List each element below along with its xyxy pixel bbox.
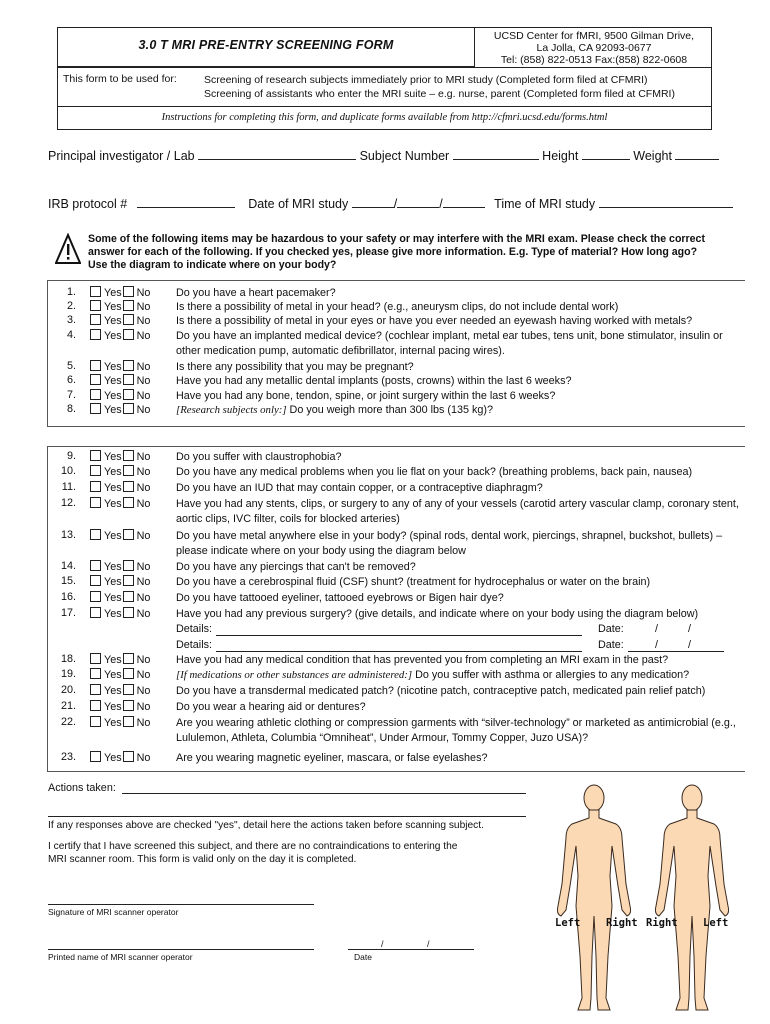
yes-no-group	[90, 668, 150, 681]
yes-label: Yes	[104, 701, 122, 713]
height-label: Height	[542, 149, 579, 163]
question-text	[176, 450, 744, 465]
question-number: 3.	[66, 314, 76, 326]
irb-label: IRB protocol #	[48, 197, 128, 211]
address-line: La Jolla, CA 92093-0677	[536, 42, 652, 54]
no-label: No	[136, 576, 151, 588]
slash: /	[381, 939, 384, 949]
yes-no-group	[90, 374, 150, 387]
question-body: Do you wear a hearing aid or dentures?	[176, 701, 366, 713]
question-number: 2.	[66, 300, 76, 312]
yes-no-group	[90, 700, 150, 713]
no-label: No	[136, 701, 151, 713]
printed-name-field[interactable]	[48, 949, 314, 950]
yes-checkbox[interactable]	[90, 716, 101, 727]
yes-label: Yes	[104, 466, 122, 478]
question-text	[176, 300, 744, 315]
no-label: No	[136, 530, 151, 542]
yes-checkbox[interactable]	[90, 481, 101, 492]
question-body: Have you had any bone, tendon, spine, or joint surgery within the last 6 weeks?	[176, 390, 556, 402]
yes-no-group	[90, 560, 150, 573]
question-body: Are you wearing magnetic eyeliner, mascara, or false eyelashes?	[176, 752, 488, 764]
diagram-label-left: Left	[703, 917, 729, 929]
question-text	[176, 529, 744, 559]
no-label: No	[136, 717, 151, 729]
no-checkbox[interactable]	[123, 751, 134, 762]
no-checkbox[interactable]	[123, 716, 134, 727]
yes-no-group	[90, 329, 150, 342]
no-label: No	[136, 330, 151, 342]
question-text	[176, 465, 744, 480]
slash: /	[439, 197, 443, 211]
question-number: 6.	[66, 374, 76, 386]
question-text	[176, 403, 744, 418]
date-study-label: Date of MRI study	[248, 197, 349, 211]
no-label: No	[136, 669, 151, 681]
no-checkbox[interactable]	[123, 560, 134, 571]
yes-checkbox[interactable]	[90, 360, 101, 371]
yes-no-group	[90, 389, 150, 402]
question-text	[176, 329, 744, 359]
subject-number-label: Subject Number	[359, 149, 450, 163]
details-field[interactable]	[216, 651, 582, 652]
question-text	[176, 607, 744, 622]
diagram-label-left: Left	[555, 917, 581, 929]
yes-no-group	[90, 450, 150, 463]
no-checkbox[interactable]	[123, 653, 134, 664]
yes-no-group	[90, 314, 150, 327]
question-body: Do you have an implanted medical device? (cochlear implant, metal ear tubes, tens unit, bone stimulator, insulin or other medication pump, automatic defibrillator, internal pacing wires).	[176, 330, 723, 357]
weight-label: Weight	[633, 149, 672, 163]
printed-name-label: Printed name of MRI scanner operator	[48, 952, 193, 962]
pi-lab-field[interactable]	[198, 149, 356, 160]
yes-label: Yes	[104, 330, 122, 342]
yes-label: Yes	[104, 315, 122, 327]
use-line: Screening of research subjects immediately prior to MRI study (Completed form filed at CFMRI)	[204, 74, 648, 86]
yes-no-group	[90, 286, 150, 299]
question-body: Is there a possibility of metal in your head? (e.g., aneurysm clips, do not include dental work)	[176, 301, 619, 313]
body-diagram[interactable]	[548, 770, 744, 1018]
question-text	[176, 668, 744, 683]
question-number: 4.	[66, 329, 76, 341]
yes-label: Yes	[104, 451, 122, 463]
question-text	[176, 497, 744, 527]
question-text	[176, 360, 744, 375]
yes-checkbox[interactable]	[90, 653, 101, 664]
no-label: No	[136, 361, 151, 373]
yes-checkbox[interactable]	[90, 314, 101, 325]
yes-label: Yes	[104, 375, 122, 387]
yes-no-group	[90, 653, 150, 666]
yes-checkbox[interactable]	[90, 575, 101, 586]
signature-field[interactable]	[48, 904, 314, 905]
question-text	[176, 575, 744, 590]
question-text	[176, 374, 744, 389]
yes-no-group	[90, 607, 150, 620]
yes-checkbox[interactable]	[90, 607, 101, 618]
instructions: Instructions for completing this form, and duplicate forms available from http://cfmri.ucsd.edu/forms.html	[161, 112, 608, 123]
time-study-field[interactable]	[599, 197, 733, 208]
question-number: 19.	[60, 668, 76, 680]
question-number: 16.	[60, 591, 76, 603]
warning-text: Some of the following items may be hazardous to your safety or may interfere with the MRI exam. Please check the correct answer for each of the following. If you checked yes, please give more information. E.g. Type of material? How long ago? Use the diagram to indicate where on your body?	[88, 233, 705, 271]
no-checkbox[interactable]	[123, 374, 134, 385]
question-qualifier: [If medications or other substances are administered:]	[176, 669, 413, 681]
date-label: Date:	[598, 639, 624, 651]
date-study-month[interactable]	[352, 197, 394, 208]
yes-checkbox[interactable]	[90, 684, 101, 695]
no-label: No	[136, 404, 151, 416]
diagram-label-right: Right	[646, 917, 678, 929]
yes-no-group	[90, 360, 150, 373]
question-body: Are you wearing athletic clothing or compression garments with “silver-technology” or marketed as antimicrobial (e.g., Lululemon, Athleta, Columbia “Omniheat”, Under Armour, Tommy Copper, Juzo USA)?	[176, 717, 736, 744]
question-body: Do you have a transdermal medicated patch? (nicotine patch, contraceptive patch, medicated pain relief patch)	[176, 685, 706, 697]
no-label: No	[136, 752, 151, 764]
yes-no-group	[90, 591, 150, 604]
slash: /	[655, 623, 658, 635]
irb-field[interactable]	[137, 197, 235, 208]
yes-checkbox[interactable]	[90, 668, 101, 679]
yes-checkbox[interactable]	[90, 300, 101, 311]
question-body: Is there a possibility of metal in your eyes or have you ever needed an eyewash having worked with metals?	[176, 315, 693, 327]
no-checkbox[interactable]	[123, 529, 134, 540]
actions-taken-label: Actions taken:	[48, 782, 116, 794]
no-checkbox[interactable]	[123, 465, 134, 476]
question-number: 12.	[60, 497, 76, 509]
no-label: No	[136, 482, 151, 494]
question-number: 11.	[61, 481, 76, 493]
no-checkbox[interactable]	[123, 300, 134, 311]
question-body: Do you have any medical problems when you lie flat on your back? (breathing problems, back pain, nausea)	[176, 466, 693, 478]
signature-label: Signature of MRI scanner operator	[48, 907, 179, 917]
yes-checkbox[interactable]	[90, 374, 101, 385]
no-checkbox[interactable]	[123, 329, 134, 340]
question-body: Have you had any stents, clips, or surgery to any of any of your vessels (carotid artery vascular clamp, coronary stent, aortic clips, IVC filter, coils for blocked arteries)	[176, 498, 739, 525]
use-label: This form to be used for:	[63, 73, 177, 85]
date-label: Date:	[598, 623, 624, 635]
question-number: 14.	[60, 560, 76, 572]
info-row-2	[48, 197, 733, 211]
slash: /	[393, 197, 398, 211]
yes-label: Yes	[104, 498, 122, 510]
question-number: 17.	[60, 607, 76, 619]
yes-checkbox[interactable]	[90, 465, 101, 476]
no-checkbox[interactable]	[123, 286, 134, 297]
no-checkbox[interactable]	[123, 668, 134, 679]
yes-checkbox[interactable]	[90, 751, 101, 762]
question-text	[176, 389, 744, 404]
no-checkbox[interactable]	[123, 360, 134, 371]
question-body: Do you suffer with asthma or allergies to any medication?	[412, 669, 690, 681]
no-checkbox[interactable]	[123, 700, 134, 711]
yes-checkbox[interactable]	[90, 591, 101, 602]
question-body: Have you had any medical condition that has prevented you from completing an MRI exam in the past?	[176, 654, 669, 666]
actions-note: If any responses above are checked "yes", detail here the actions taken before scanning subject.	[48, 820, 484, 831]
yes-no-group	[90, 716, 150, 729]
question-body: Do you have tattooed eyeliner, tattooed eyebrows or Bigen hair dye?	[176, 592, 504, 604]
weight-field[interactable]	[675, 149, 719, 160]
time-study-label: Time of MRI study	[494, 197, 596, 211]
yes-label: Yes	[104, 669, 122, 681]
yes-no-group	[90, 575, 150, 588]
no-checkbox[interactable]	[123, 450, 134, 461]
yes-label: Yes	[104, 608, 122, 620]
no-label: No	[136, 608, 151, 620]
details-date-field[interactable]	[628, 651, 724, 652]
yes-label: Yes	[104, 592, 122, 604]
date-study-year[interactable]	[443, 197, 485, 208]
yes-checkbox[interactable]	[90, 529, 101, 540]
diagram-label-right: Right	[606, 917, 638, 929]
height-field[interactable]	[582, 149, 630, 160]
question-number: 20.	[60, 684, 76, 696]
yes-checkbox[interactable]	[90, 450, 101, 461]
question-text	[176, 286, 744, 301]
no-checkbox[interactable]	[123, 684, 134, 695]
no-checkbox[interactable]	[123, 575, 134, 586]
no-label: No	[136, 451, 151, 463]
actions-taken-field-2[interactable]	[48, 816, 526, 817]
yes-label: Yes	[104, 361, 122, 373]
question-qualifier: [Research subjects only:]	[176, 404, 287, 416]
yes-no-group	[90, 684, 150, 697]
no-label: No	[136, 592, 151, 604]
use-line: Screening of assistants who enter the MRI suite – e.g. nurse, parent (Completed form filed at CFMRI)	[204, 88, 675, 100]
question-number: 10.	[60, 465, 76, 477]
operator-date-field[interactable]	[348, 949, 474, 950]
question-number: 21.	[60, 700, 76, 712]
question-body: Have you had any metallic dental implants (posts, crowns) within the last 6 weeks?	[176, 375, 572, 387]
yes-label: Yes	[104, 561, 122, 573]
yes-label: Yes	[104, 390, 122, 402]
no-checkbox[interactable]	[123, 481, 134, 492]
no-label: No	[136, 390, 151, 402]
no-label: No	[136, 498, 151, 510]
question-number: 22.	[60, 716, 76, 728]
question-body: Do you suffer with claustrophobia?	[176, 451, 342, 463]
yes-no-group	[90, 529, 150, 542]
question-body: Have you had any previous surgery? (give details, and indicate where on your body using the diagram below)	[176, 608, 699, 620]
no-label: No	[136, 375, 151, 387]
yes-checkbox[interactable]	[90, 497, 101, 508]
question-text	[176, 314, 744, 329]
question-number: 9.	[66, 450, 76, 462]
question-body: Do you have any piercings that can't be removed?	[176, 561, 416, 573]
address-line: UCSD Center for fMRI, 9500 Gilman Drive,	[493, 30, 695, 42]
no-label: No	[136, 654, 151, 666]
no-label: No	[136, 287, 151, 299]
yes-checkbox[interactable]	[90, 389, 101, 400]
question-number: 23.	[60, 751, 76, 763]
yes-label: Yes	[104, 752, 122, 764]
question-number: 18.	[60, 653, 76, 665]
date-study-day[interactable]	[397, 197, 439, 208]
warning-triangle-icon	[55, 233, 81, 267]
header-divider	[57, 106, 712, 107]
no-checkbox[interactable]	[123, 607, 134, 618]
question-text	[176, 560, 744, 575]
address-line: Tel: (858) 822-0513 Fax:(858) 822-0608	[500, 54, 688, 66]
question-number: 15.	[60, 575, 76, 587]
yes-no-group	[90, 300, 150, 313]
yes-label: Yes	[104, 301, 122, 313]
question-text	[176, 700, 744, 715]
slash: /	[688, 639, 691, 651]
slash: /	[655, 639, 658, 651]
yes-label: Yes	[104, 717, 122, 729]
yes-label: Yes	[104, 482, 122, 494]
operator-date-label: Date	[354, 952, 372, 962]
question-body: Do you have a cerebrospinal fluid (CSF) shunt? (treatment for hydrocephalus or water on the brain)	[176, 576, 651, 588]
yes-no-group	[90, 465, 150, 478]
question-body: Do you weigh more than 300 lbs (135 kg)?	[286, 404, 494, 416]
yes-checkbox[interactable]	[90, 403, 101, 414]
yes-label: Yes	[104, 404, 122, 416]
question-number: 8.	[66, 403, 76, 415]
info-row-1	[48, 149, 719, 163]
question-text	[176, 653, 744, 668]
yes-checkbox[interactable]	[90, 700, 101, 711]
question-body: Is there any possibility that you may be pregnant?	[176, 361, 414, 373]
use-lines	[204, 73, 675, 101]
no-checkbox[interactable]	[123, 314, 134, 325]
no-label: No	[136, 561, 151, 573]
yes-checkbox[interactable]	[90, 286, 101, 297]
yes-label: Yes	[104, 287, 122, 299]
yes-no-group	[90, 403, 150, 416]
question-body: Do you have an IUD that may contain copper, or a contraceptive diaphragm?	[176, 482, 543, 494]
details-label: Details:	[176, 623, 213, 635]
question-text	[176, 591, 744, 606]
question-text	[176, 751, 744, 766]
details-label: Details:	[176, 639, 213, 651]
yes-label: Yes	[104, 530, 122, 542]
form-title: 3.0 T MRI PRE-ENTRY SCREENING FORM	[138, 38, 394, 52]
yes-checkbox[interactable]	[90, 329, 101, 340]
no-checkbox[interactable]	[123, 389, 134, 400]
question-number: 7.	[66, 389, 76, 401]
yes-no-group	[90, 751, 150, 764]
no-checkbox[interactable]	[123, 591, 134, 602]
question-number: 1.	[66, 286, 76, 298]
yes-no-group	[90, 497, 150, 510]
yes-label: Yes	[104, 576, 122, 588]
question-number: 5.	[66, 360, 76, 372]
subject-number-field[interactable]	[453, 149, 539, 160]
no-checkbox[interactable]	[123, 403, 134, 414]
slash: /	[688, 623, 691, 635]
no-label: No	[136, 301, 151, 313]
question-body: Do you have metal anywhere else in your body? (spinal rods, dental work, piercings, shrapnel, buckshot, bullets) – please indicate where on your body using the diagram below	[176, 530, 723, 557]
center-address	[476, 30, 712, 66]
details-field[interactable]	[216, 635, 582, 636]
question-text	[176, 481, 744, 496]
yes-no-group	[90, 481, 150, 494]
no-label: No	[136, 315, 151, 327]
yes-checkbox[interactable]	[90, 560, 101, 571]
pi-lab-label: Principal investigator / Lab	[48, 149, 195, 163]
no-label: No	[136, 466, 151, 478]
question-body: Do you have a heart pacemaker?	[176, 287, 336, 299]
actions-taken-field[interactable]	[122, 793, 526, 794]
no-label: No	[136, 685, 151, 697]
yes-label: Yes	[104, 685, 122, 697]
header-divider	[57, 67, 712, 68]
no-checkbox[interactable]	[123, 497, 134, 508]
question-text	[176, 716, 744, 746]
slash: /	[427, 939, 430, 949]
question-text	[176, 684, 744, 699]
certify-text: I certify that I have screened this subject, and there are no contraindications to entering the MRI scanner room. This form is valid only on the day it is completed.	[48, 841, 458, 865]
yes-label: Yes	[104, 654, 122, 666]
question-number: 13.	[60, 529, 76, 541]
